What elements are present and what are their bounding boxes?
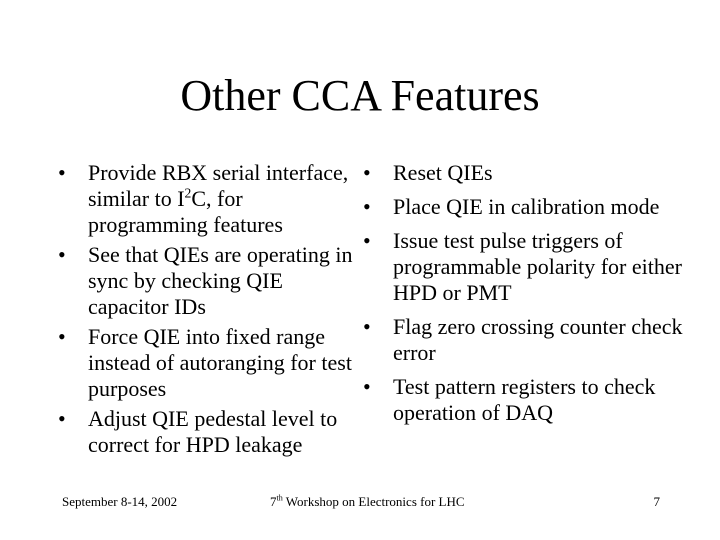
left-column bbox=[58, 160, 358, 462]
list-item bbox=[363, 194, 693, 220]
bullet-text: Issue test pulse triggers of programmable polarity for either HPD or PMT bbox=[393, 228, 682, 305]
right-bullet-list bbox=[363, 160, 693, 426]
bullet-icon: • bbox=[58, 242, 66, 267]
conference-ordinal: 7 bbox=[270, 494, 277, 509]
bullet-text-before: Provide RBX serial interface, similar to I bbox=[88, 160, 349, 211]
list-item bbox=[58, 406, 358, 458]
list-item bbox=[363, 228, 693, 306]
bullet-icon: • bbox=[58, 406, 66, 431]
conference-ordinal-suffix: th bbox=[276, 493, 283, 503]
list-item bbox=[363, 160, 693, 186]
slide-title: Other CCA Features bbox=[180, 71, 540, 120]
bullet-text: Reset QIEs bbox=[393, 160, 493, 185]
page-number: 7 bbox=[653, 494, 660, 509]
bullet-icon: • bbox=[363, 194, 371, 219]
bullet-text: Place QIE in calibration mode bbox=[393, 194, 660, 219]
left-bullet-list bbox=[58, 160, 358, 458]
bullet-icon: • bbox=[363, 314, 371, 339]
right-column bbox=[363, 160, 693, 434]
bullet-text: Flag zero crossing counter check error bbox=[393, 314, 683, 365]
conference-name: Workshop on Electronics for LHC bbox=[282, 494, 465, 509]
list-item bbox=[58, 160, 358, 238]
bullet-text: Adjust QIE pedestal level to correct for HPD leakage bbox=[88, 406, 338, 457]
bullet-text: Test pattern registers to check operation of DAQ bbox=[393, 374, 656, 425]
list-item bbox=[58, 242, 358, 320]
footer-conference bbox=[270, 494, 465, 510]
superscript: 2 bbox=[184, 185, 192, 201]
list-item bbox=[58, 324, 358, 402]
bullet-icon: • bbox=[58, 160, 66, 185]
list-item bbox=[363, 374, 693, 426]
list-item bbox=[363, 314, 693, 366]
bullet-icon: • bbox=[363, 160, 371, 185]
bullet-text: See that QIEs are operating in sync by checking QIE capacitor IDs bbox=[88, 242, 353, 319]
bullet-text-after: C, for programming features bbox=[88, 186, 283, 237]
footer-date: September 8-14, 2002 bbox=[62, 494, 178, 509]
bullet-icon: • bbox=[58, 324, 66, 349]
bullet-text: Force QIE into fixed range instead of autoranging for test purposes bbox=[88, 324, 352, 401]
bullet-icon: • bbox=[363, 374, 371, 399]
bullet-icon: • bbox=[363, 228, 371, 253]
